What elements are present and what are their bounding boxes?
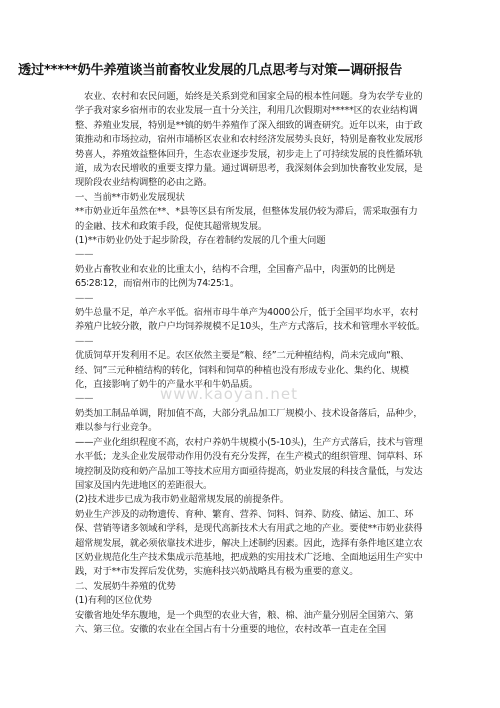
separator-dash: ——: [75, 249, 94, 261]
body-paragraph: 安徽省地处华东腹地，是一个典型的农业大省，粮、棉、油产量分别居全国第六、第六、第三位。安徽的农业在全国占有十分重要的地位，农村改革一直走在全国: [75, 609, 414, 635]
body-paragraph: 优质饲草开发利用不足。农区依然主要是“粮、经”二元种植结构，尚未完成向“粮、经、饲”三元种植结构的转化，饲料和饲草的种植也没有形成专业化、集约化、规模化，直接影响了奶牛的产量水平和牛奶品质。: [75, 350, 410, 391]
document-body: [75, 90, 425, 637]
body-paragraph: 奶业生产涉及的动物遗传、育种、繁育、营养、饲料、饲养、防疫、储运、加工、环保、营销等诸多领域和学科，是现代高新技术大有用武之地的产业。要使**市奶业获得超常规发展，就必须依靠技术进步，解决上述制约因素。因此，选择有条件地区建立农区奶业规范化生产技术集成示范基地，把成熟的实用技术广泛地、全面地运用生产实中践，对于**市发挥后发优势，实施科技兴奶战略具有极为重要的意义。: [75, 508, 423, 578]
body-paragraph: ——产业化组织程度不高，农村户养奶牛规模小(5-10头)，生产方式落后，技术与管理水平低；龙头企业发展带动作用仍没有充分发挥，在生产模式的组织管理、饲草料、环境控制及防疫和奶产品加工等技术应用方面亟待提高，奶业发展的科技含量低，与发达国家及国内先进地区的差距很大。: [75, 436, 423, 491]
body-paragraph: 奶业占畜牧业和农业的比重太小，结构不合理，全国畜产品中，肉蛋奶的比例是65∶28∶12，而宿州市的比例为74∶25∶1。: [75, 263, 396, 290]
body-paragraph: (2)技术进步已成为我市奶业超常规发展的前提条件。: [75, 494, 289, 506]
body-paragraph: 农业、农村和农民问题，始终是关系到党和国家全局的根本性问题。身为农学专业的学子我对家乡宿州市的农业发展一直十分关注，利用几次假期对*****区的农业结构调整、养殖业发展，特别是**镇的奶牛养殖作了深入细致的调查研究。近年以来，由于政策推动和市场拉动，宿州市埇桥区农业和农村经济发展势头良好，特别是畜牧业发展形势喜人，养殖效益整体回升，生态农业逐步发展，初步走上了可持续发展的良性循环轨道，成为农民增收的重要支撑力量。通过调研思考，我深刻体会到加快畜牧业发展，是现阶段农业结构调整的必由之路。: [75, 91, 423, 189]
separator-dash: ——: [75, 292, 94, 304]
body-paragraph: 一、当前**市奶业发展现状: [75, 191, 185, 203]
body-paragraph: 二、发展奶牛养殖的优势: [75, 580, 176, 592]
document-title: 透过*****奶牛养殖谈当前畜牧业发展的几点思考与对策—调研报告: [18, 63, 403, 78]
body-paragraph: 奶类加工制品单调，附加值不高，大部分乳品加工厂规模小、技术设备落后，品种少，难以参与行业竞争。: [75, 407, 423, 434]
body-paragraph: (1)**市奶业仍处于起步阶段，存在着制约发展的几个重大问题: [75, 235, 326, 247]
body-paragraph: **市奶业近年虽然在**、*县等区县有所发展，但整体发展仍较为滞后，需采取强有力的金融、技术和政策手段，促使其超常规发展。: [75, 206, 418, 232]
separator-dash: ——: [75, 335, 94, 347]
body-paragraph: 奶牛总量不足，单产水平低。宿州市母牛单产为4000公斤，低于全国平均水平，农村养殖户比较分散，散户户均饲养规模不足10头，生产方式落后，技术和管理水平较低。: [75, 307, 425, 333]
separator-dash: ——: [75, 393, 94, 405]
body-paragraph: (1)有利的区位优势: [75, 595, 152, 607]
watermark: www.kaoyan.net: [160, 385, 298, 403]
